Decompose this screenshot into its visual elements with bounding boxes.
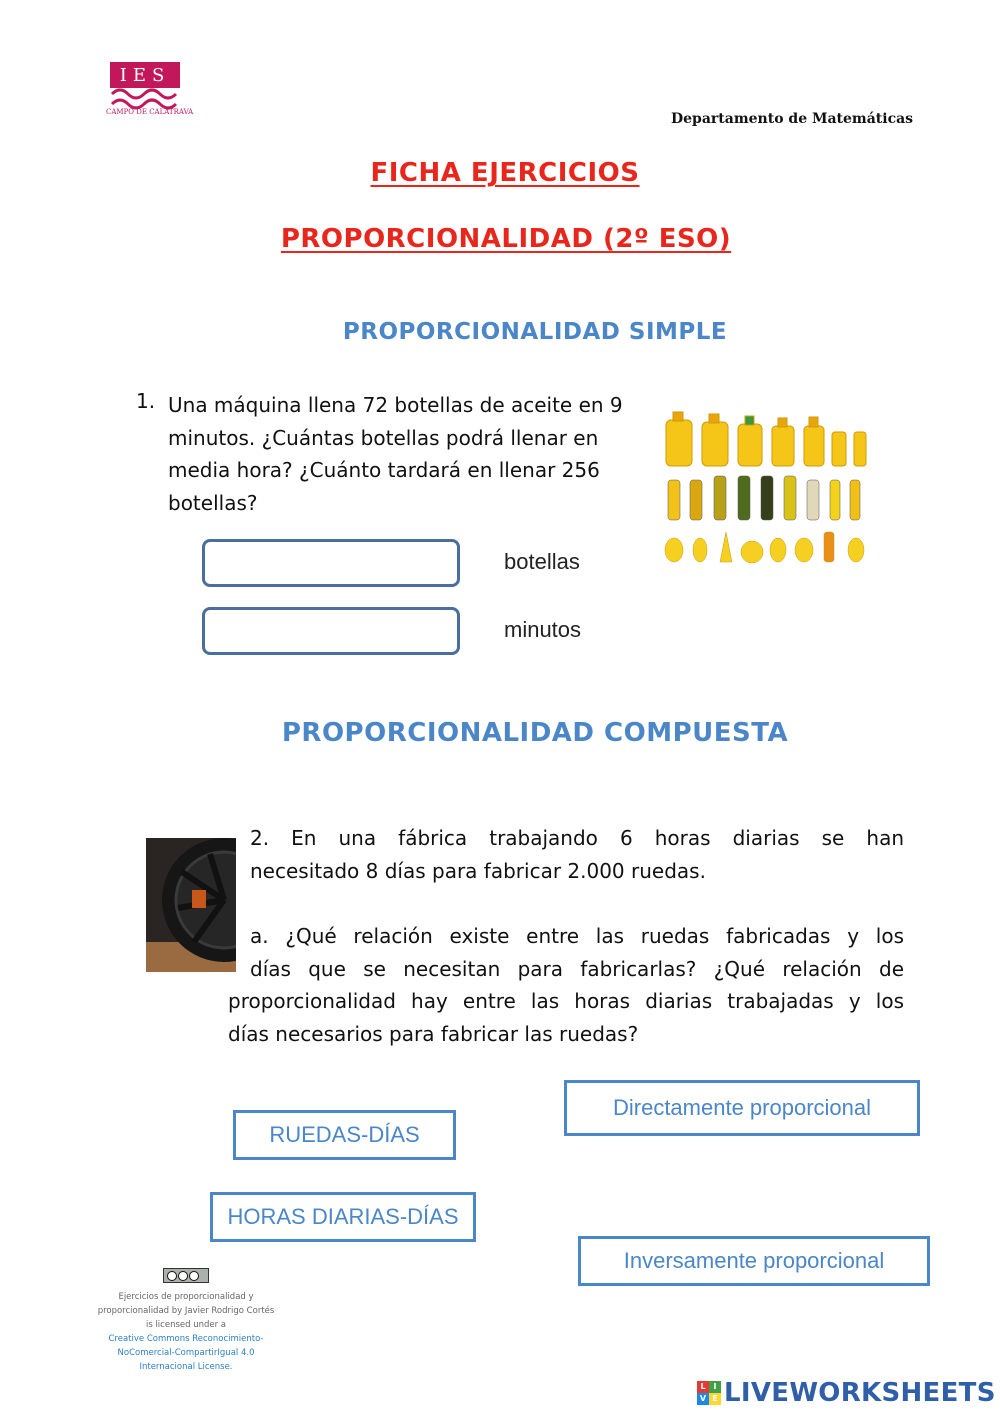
question-2a-text: [250, 920, 904, 985]
department-label: Departamento de Matemáticas: [671, 111, 914, 127]
question-2a-line: días necesarios para fabricar las ruedas?: [228, 1021, 639, 1046]
school-logo: [106, 60, 194, 126]
liveworksheets-icon: [697, 1381, 721, 1405]
logo-letters: IES: [119, 65, 171, 86]
question-2-text: [250, 822, 904, 887]
question-2-line: 2. En una fábrica trabajando 6 horas diarias se han: [250, 826, 904, 850]
brand-icon-letter: V: [697, 1393, 709, 1405]
worksheet-subtitle: PROPORCIONALIDAD (2º ESO): [280, 224, 732, 254]
license-text: Ejercicios de proporcionalidad y proporcionalidad by Javier Rodrigo Cortés is licensed under a: [97, 1292, 275, 1330]
oil-bottles-image: [660, 408, 870, 568]
question-1-text: Una máquina llena 72 botellas de aceite en 9 minutos. ¿Cuántas botellas podrá llenar en media hora? ¿Cuánto tardará en llenar 256 botellas?: [168, 393, 623, 515]
question-2a-text-continued: [228, 985, 904, 1050]
question-2a-line: días que se necesitan para fabricarlas? ¿Qué relación de: [250, 956, 904, 981]
cc-license-icon: [163, 1268, 209, 1283]
license-link[interactable]: Creative Commons Reconocimiento-NoComercial-CompartirIgual 4.0 Internacional License.: [108, 1334, 264, 1372]
logo-subtext: CAMPO DE CALATRAVA: [106, 108, 194, 116]
question-2a-line: proporcionalidad hay entre las horas diarias trabajadas y los: [228, 989, 904, 1013]
answer-input-minutes[interactable]: [202, 607, 460, 655]
drop-target-ruedas-dias[interactable]: RUEDAS-DÍAS: [233, 1110, 456, 1160]
section-heading-simple: PROPORCIONALIDAD SIMPLE: [342, 319, 728, 345]
answer-input-bottles[interactable]: [202, 539, 460, 587]
worksheet-title: FICHA EJERCICIOS: [370, 158, 640, 188]
answer-unit-minutes: minutos: [504, 617, 582, 642]
liveworksheets-brand: [697, 1378, 996, 1408]
brand-icon-letter: I: [709, 1381, 721, 1393]
brand-icon-letter: L: [697, 1381, 709, 1393]
school-logo-icon: [106, 60, 184, 110]
liveworksheets-logo-text: LIVEWORKSHEETS: [724, 1378, 996, 1408]
question-2-line: necesitado 8 días para fabricar 2.000 ruedas.: [250, 858, 706, 883]
section-heading-compound: PROPORCIONALIDAD COMPUESTA: [281, 718, 789, 748]
drag-item-inversely-proportional[interactable]: Inversamente proporcional: [578, 1236, 930, 1286]
tire-image: [146, 838, 236, 972]
drop-target-horas-dias[interactable]: HORAS DIARIAS-DÍAS: [210, 1192, 476, 1242]
answer-unit-bottles: botellas: [504, 549, 580, 574]
question-2a-line: a. ¿Qué relación existe entre las ruedas fabricadas y los: [250, 924, 904, 948]
license-notice: [94, 1268, 278, 1374]
brand-icon-letter: E: [709, 1393, 721, 1405]
question-1-number: 1.: [136, 389, 156, 413]
drag-item-directly-proportional[interactable]: Directamente proporcional: [564, 1080, 920, 1136]
